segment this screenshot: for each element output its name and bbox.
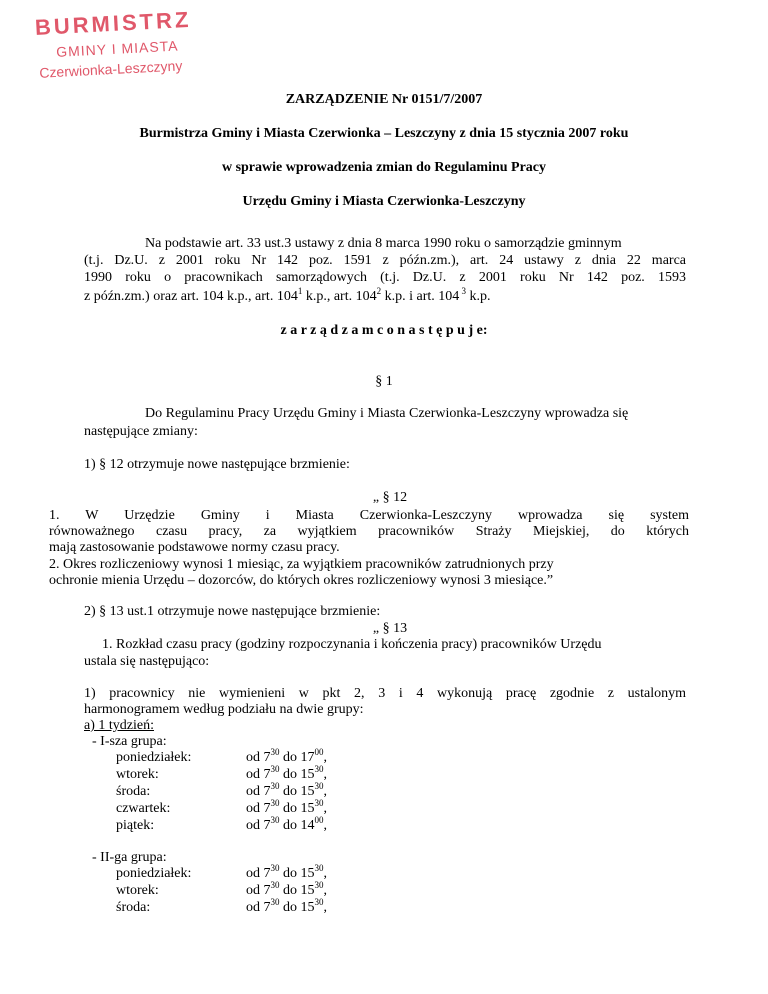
group-1-label: - I-sza grupa: <box>92 734 167 749</box>
preamble-line-4: z późn.zm.) oraz art. 104 k.p., art. $104^1$ k.p., art. $104^2$ k.p. i art. 104 $^3$ k.p. <box>84 286 491 304</box>
p13-line-2: ustala się następująco: <box>84 654 210 669</box>
subject-line-2: Urzędu Gminy i Miasta Czerwionka-Leszczyny <box>242 194 526 209</box>
stamp-line-2: GMINY I MIASTA <box>55 37 179 60</box>
preamble-line-1: Na podstawie art. 33 ust.3 ustawy z dnia 8 marca 1990 roku o samorządzie gminnym <box>145 236 622 251</box>
p12-line-2: równoważnego czasu pracy, za wyjątkiem pracowników Straży Miejskiej, do których <box>49 524 689 539</box>
schedule-day: środa: <box>116 900 151 915</box>
group-2-label: - II-ga grupa: <box>92 850 167 865</box>
schedule-hours: od $7^{30}$ do $17^{00}$, <box>246 747 327 765</box>
paragraph-13-mark: „ § 13 <box>372 621 408 636</box>
p12-line-1: 1. W Urzędzie Gminy i Miasta Czerwionka-Leszczyny wprowadza się system <box>49 508 689 523</box>
amendment-item-1: 1) § 12 otrzymuje nowe następujące brzmienie: <box>84 457 350 472</box>
schedule-hours: od $7^{30}$ do $15^{30}$, <box>246 781 327 799</box>
stamp-line-3: Czerwionka-Leszczyny <box>38 57 183 81</box>
paragraph-12-mark: „ § 12 <box>372 490 408 505</box>
point-1-line-1: 1) pracownicy nie wymienieni w pkt 2, 3 i 4 wykonują pracę zgodnie z ustalonym <box>84 686 686 701</box>
intro-line-2: następujące zmiany: <box>84 424 198 439</box>
burmistrz-stamp <box>34 5 227 85</box>
schedule-hours: od $7^{30}$ do $14^{00}$, <box>246 815 327 833</box>
p13-line-1: 1. Rozkład czasu pracy (godziny rozpoczynania i kończenia pracy) pracowników Urzędu <box>102 637 602 652</box>
document-title: ZARZĄDZENIE Nr 0151/7/2007 <box>285 92 483 107</box>
schedule-day: środa: <box>116 784 151 799</box>
stamp-line-1: BURMISTRZ <box>34 6 192 40</box>
document-subtitle: Burmistrza Gminy i Miasta Czerwionka – Leszczyny z dnia 15 stycznia 2007 roku <box>139 126 629 141</box>
schedule-hours: od $7^{30}$ do $15^{30}$, <box>246 863 327 881</box>
decree-line: z a r z ą d z a m c o n a s t ę p u j e: <box>280 323 488 338</box>
schedule-day: czwartek: <box>116 801 171 816</box>
schedule-hours: od $7^{30}$ do $15^{30}$, <box>246 764 327 782</box>
point-1-line-2: harmonogramem według podziału na dwie grupy: <box>84 702 364 717</box>
intro-line-1: Do Regulaminu Pracy Urzędu Gminy i Miasta Czerwionka-Leszczyny wprowadza się <box>145 406 629 421</box>
schedule-day: wtorek: <box>116 767 159 782</box>
schedule-day: poniedziałek: <box>116 866 192 881</box>
section-1-mark: § 1 <box>375 374 393 389</box>
p12-line-3: mają zastosowanie podstawowe normy czasu pracy. <box>49 540 340 555</box>
schedule-hours: od $7^{30}$ do $15^{30}$, <box>246 798 327 816</box>
schedule-day: piątek: <box>116 818 155 833</box>
schedule-hours: od $7^{30}$ do $15^{30}$, <box>246 880 327 898</box>
p12-line-5: ochronie mienia Urzędu – dozorców, do których okres rozliczeniowy wynosi 3 miesiące.” <box>49 573 554 588</box>
subject-line-1: w sprawie wprowadzenia zmian do Regulaminu Pracy <box>221 160 547 175</box>
schedule-hours: od $7^{30}$ do $15^{30}$, <box>246 897 327 915</box>
p12-line-4: 2. Okres rozliczeniowy wynosi 1 miesiąc, za wyjątkiem pracowników zatrudnionych przy <box>49 557 554 572</box>
week-1-label: a) 1 tydzień: <box>84 718 154 733</box>
amendment-item-2: 2) § 13 ust.1 otrzymuje nowe następujące brzmienie: <box>84 604 381 619</box>
preamble-line-3: 1990 roku o pracownikach samorządowych (t.j. Dz.U. z 2001 roku Nr 142 poz. 1593 <box>84 270 686 285</box>
schedule-day: wtorek: <box>116 883 159 898</box>
schedule-day: poniedziałek: <box>116 750 192 765</box>
preamble-line-2: (t.j. Dz.U. z 2001 roku Nr 142 poz. 1591 z późn.zm.), art. 24 ustawy z dnia 22 marca <box>84 253 686 268</box>
